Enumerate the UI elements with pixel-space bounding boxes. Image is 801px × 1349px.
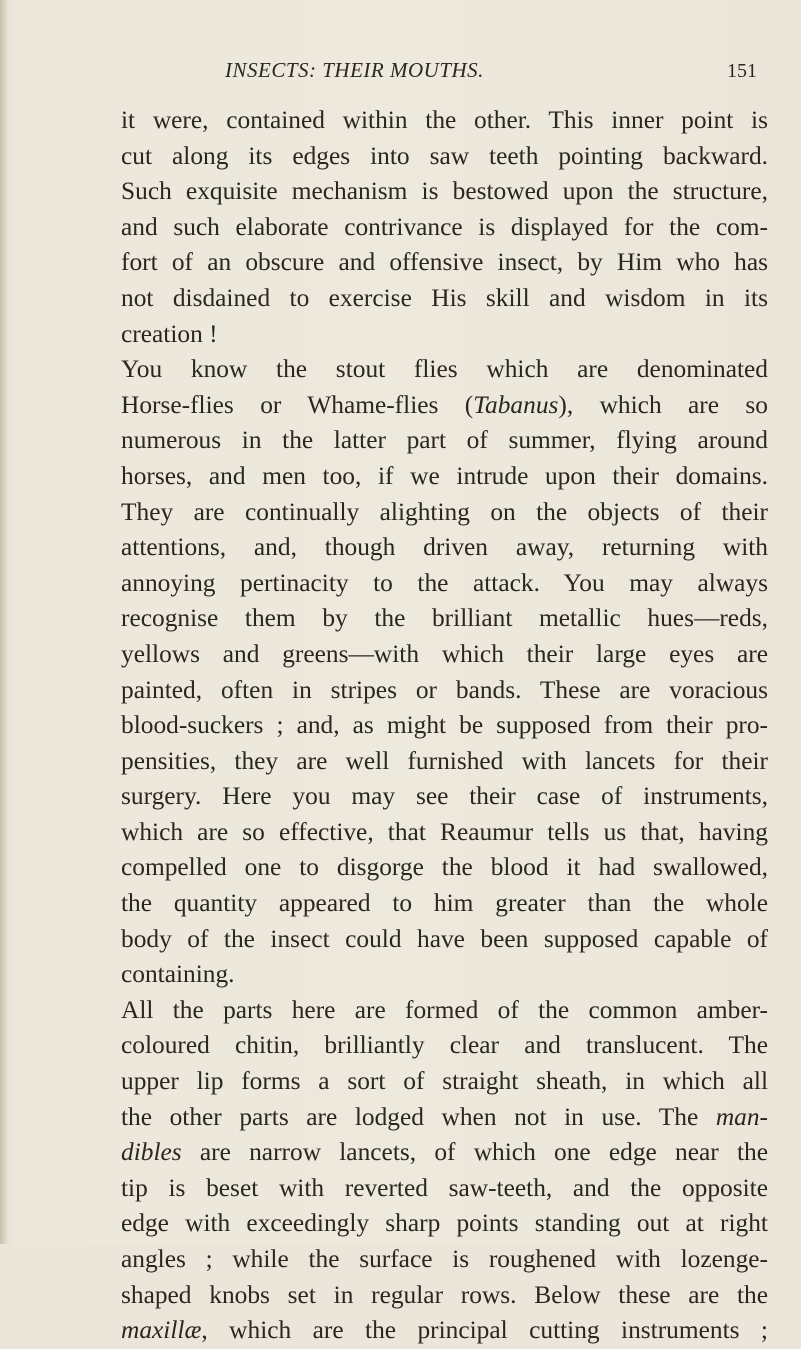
body-text <box>121 103 768 1349</box>
text-line: pensities, they are well furnished with lancets for their <box>121 746 768 775</box>
text-line: edge with exceedingly sharp points standing out at right <box>121 1209 768 1238</box>
text-line <box>121 1313 768 1349</box>
page-number: 151 <box>727 60 757 82</box>
italic-term: dibles <box>121 1138 182 1167</box>
text-line: the quantity appeared to him greater than the whole <box>121 889 768 918</box>
text-line: recognise them by the brilliant metallic hues—reds, <box>121 604 768 633</box>
page-gutter-shadow <box>0 0 8 1244</box>
text-line: it were, contained within the other. This inner point is <box>121 106 768 134</box>
text-line: angles ; while the surface is roughened with lozenge- <box>121 1245 768 1273</box>
text-line: blood-suckers ; and, as might be supposed from their pro- <box>121 711 768 740</box>
italic-term: maxillæ <box>121 1316 202 1345</box>
text-fragment: are narrow lancets, of which one edge near the <box>181 1138 768 1167</box>
page-header <box>0 58 801 88</box>
text-line: fort of an obscure and offensive insect, by Him who has <box>121 248 768 277</box>
text-fragment: Horse-flies or Whame-flies ( <box>121 390 474 419</box>
text-fragment: , which are the principal cutting instruments ; <box>201 1316 768 1345</box>
text-line: not disdained to exercise His skill and wisdom in its <box>121 283 768 312</box>
running-head: INSECTS: THEIR MOUTHS. <box>225 58 484 82</box>
text-line: and such elaborate contrivance is displayed for the com- <box>121 212 768 241</box>
text-line: attentions, and, though driven away, returning with <box>121 533 768 562</box>
text-fragment: the other parts are lodged when not in use. The <box>121 1102 716 1131</box>
text-line: surgery. Here you may see their case of instruments, <box>121 782 768 811</box>
text-line: which are so effective, that Reaumur tells us that, having <box>121 817 768 846</box>
italic-term: Tabanus <box>473 390 559 419</box>
text-line: upper lip forms a sort of straight sheath, in which all <box>121 1067 768 1096</box>
text-fragment: ), which are so <box>558 390 768 419</box>
text-line: numerous in the latter part of summer, flying around <box>121 426 768 455</box>
text-line: coloured chitin, brilliantly clear and translucent. The <box>121 1031 768 1060</box>
text-line: annoying pertinacity to the attack. You may always <box>121 568 768 597</box>
text-line: tip is beset with reverted saw-teeth, and the opposite <box>121 1173 768 1202</box>
text-line: cut along its edges into saw teeth pointing backward. <box>121 141 768 170</box>
text-line <box>121 1135 768 1171</box>
text-line: horses, and men too, if we intrude upon their domains. <box>121 461 768 490</box>
text-line <box>121 1100 768 1136</box>
text-line: yellows and greens—with which their large eyes are <box>121 639 768 668</box>
text-line <box>121 388 768 424</box>
text-line: creation ! <box>121 319 218 348</box>
text-line: compelled one to disgorge the blood it had swallowed, <box>121 853 768 882</box>
text-line: They are continually alighting on the objects of their <box>121 497 768 526</box>
paragraph-start-line: All the parts here are formed of the common amber- <box>121 995 768 1024</box>
paragraph-start-line: You know the stout flies which are denominated <box>121 355 768 384</box>
text-line: body of the insect could have been supposed capable of <box>121 924 768 953</box>
text-line: painted, often in stripes or bands. These are voracious <box>121 675 768 704</box>
text-line: containing. <box>121 960 235 989</box>
italic-term: man- <box>715 1102 768 1131</box>
text-line: shaped knobs set in regular rows. Below these are the <box>121 1280 768 1309</box>
text-line: Such exquisite mechanism is bestowed upon the structure, <box>121 177 768 206</box>
